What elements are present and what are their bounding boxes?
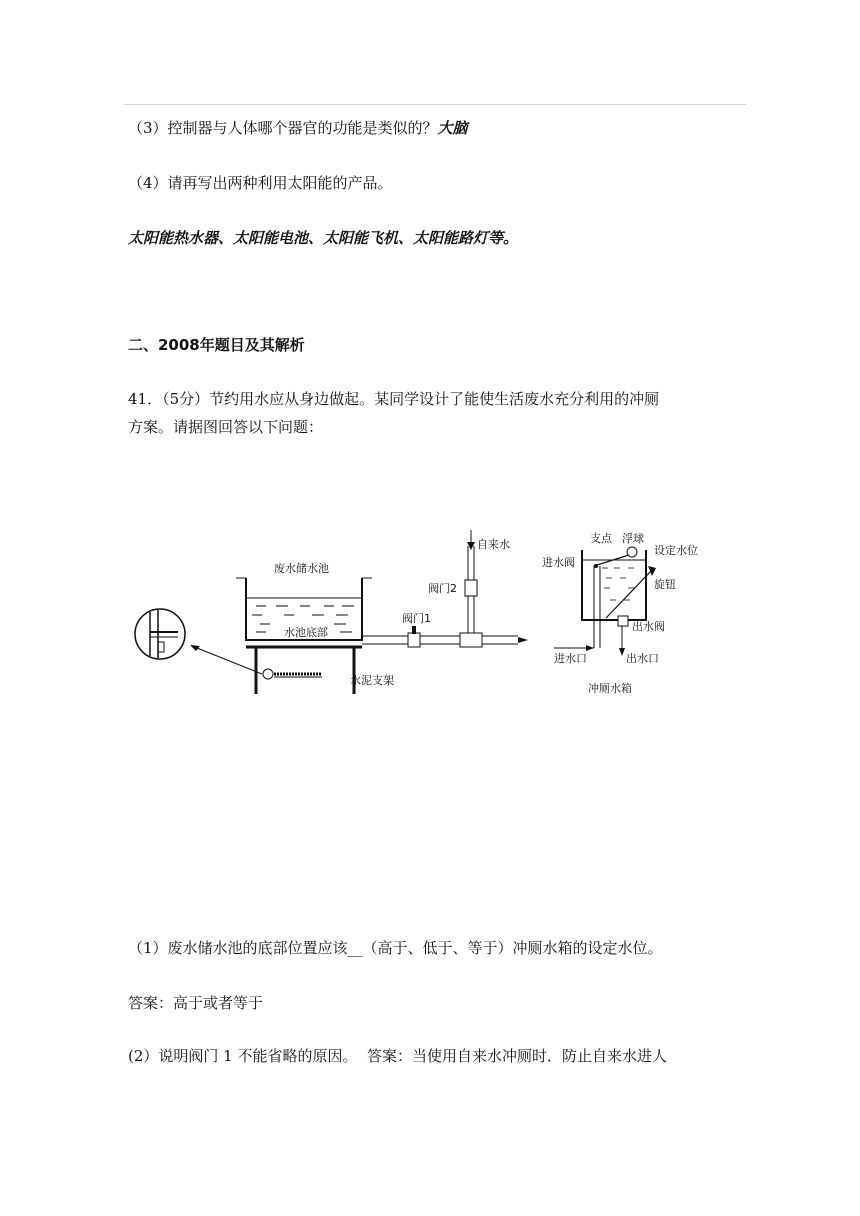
q4-question: （4）请再写出两种利用太阳能的产品。 [128,174,393,192]
pool-bottom-label: 水池底部 [284,626,328,639]
magnified-detail [135,609,185,659]
outlet-label: 出水口 [626,652,659,665]
tap-water-label: 自来水 [477,538,510,551]
valve2-label: 阀门2 [428,582,457,595]
sub2-question: (2）说明阀门 1 不能省略的原因。 [128,1047,358,1065]
toilet-flush-diagram [134,520,734,700]
q3-answer: 大脑 [437,119,468,137]
outlet-valve-label: 出水阀 [632,620,665,633]
q3-question: （3）控制器与人体哪个器官的功能是类似的？ [128,119,438,137]
inlet-valve-label: 进水阀 [542,556,575,569]
inlet-label: 进水口 [554,652,587,665]
concrete-support [246,647,394,694]
pool-title: 废水储水池 [274,562,329,575]
waste-water-pool [236,561,372,640]
section-heading: 二、2008年题目及其解析 [128,336,305,354]
sub2-answer: 答案：当使用自来水冲厕时．防止自来水进人 [367,1047,668,1065]
tank-caption: 冲厕水箱 [588,682,632,695]
tap-water-pipe [428,530,510,633]
drain-pipe [362,611,528,647]
detail-pointer-arrow [192,646,262,674]
float-ball-label: 浮球 [622,532,644,545]
q4-answer: 太阳能热水器、太阳能电池、太阳能飞机、太阳能路灯等。 [128,229,519,247]
support-label: 水泥支架 [350,674,394,687]
q3-line [128,117,468,139]
header-rule [124,104,746,105]
knob-label: 旋钮 [654,578,676,591]
q41-line-2: 方案。请据图回答以下问题： [128,418,324,436]
sub1-question: （1）废水储水池的底部位置应该__（高于、低于、等于）冲厕水箱的设定水位。 [128,939,663,957]
sub1-answer: 答案：高于或者等于 [128,994,264,1012]
flush-tank [542,531,698,695]
set-level-label: 设定水位 [654,544,698,557]
fulcrum-label: 支点 [590,532,612,545]
valve1-label: 阀门1 [402,612,431,625]
sub2-line [128,1045,667,1067]
q41-line-1: 41．（5分）节约用水应从身边做起。某同学设计了能使生活废水充分利用的冲厕 [128,390,660,408]
